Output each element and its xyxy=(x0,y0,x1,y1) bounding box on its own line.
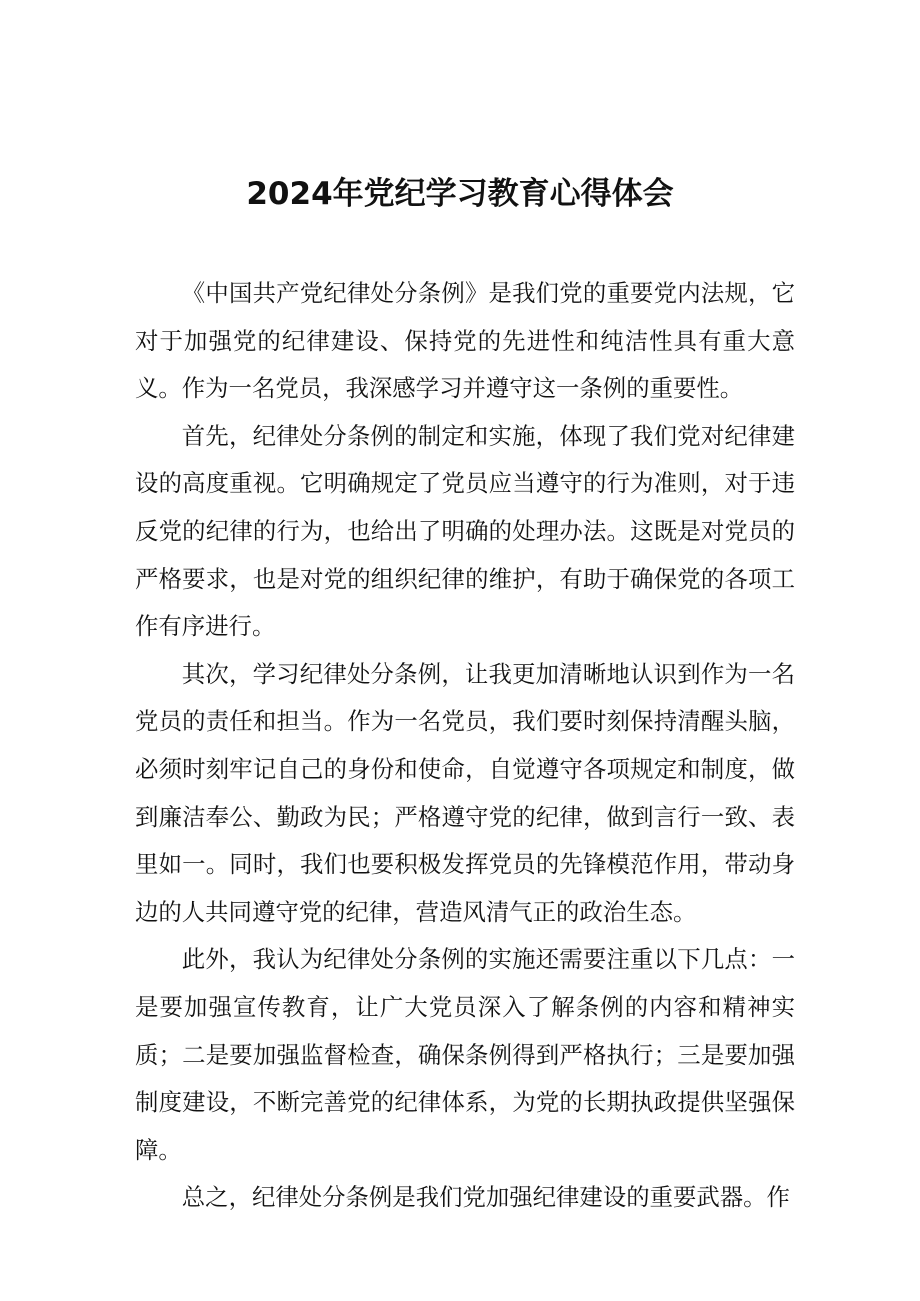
paragraph-third: 此外，我认为纪律处分条例的实施还需要注重以下几点：一是要加强宣传教育，让广大党员深入了解条例的内容和精神实质；二是要加强监督检查，确保条例得到严格执行；三是要加强制度建设，不断完善党的纪律体系，为党的长期执政提供坚强保障。 xyxy=(135,945,795,1164)
paragraph-first: 首先，纪律处分条例的制定和实施，体现了我们党对纪律建设的高度重视。它明确规定了党员应当遵守的行为准则，对于违反党的纪律的行为，也给出了明确的处理办法。这既是对党员的严格要求，也是对党的组织纪律的维护，有助于确保党的各项工作有序进行。 xyxy=(135,421,795,641)
paragraph-intro: 《中国共产党纪律处分条例》是我们党的重要党内法规，它对于加强党的纪律建设、保持党的先进性和纯洁性具有重大意义。作为一名党员，我深感学习并遵守这一条例的重要性。 xyxy=(135,279,795,403)
document-body xyxy=(135,270,795,1222)
page-title: 2024年党纪学习教育心得体会 xyxy=(246,176,674,212)
paragraph-conclusion: 总之，纪律处分条例是我们党加强纪律建设的重要武器。作 xyxy=(181,1183,790,1212)
paragraph-second: 其次，学习纪律处分条例，让我更加清晰地认识到作为一名党员的责任和担当。作为一名党员，我们要时刻保持清醒头脑，必须时刻牢记自己的身份和使命，自觉遵守各项规定和制度，做到廉洁奉公、勤政为民；严格遵守党的纪律，做到言行一致、表里如一。同时，我们也要积极发挥党员的先锋模范作用，带动身边的人共同遵守党的纪律，营造风清气正的政治生态。 xyxy=(135,659,795,926)
